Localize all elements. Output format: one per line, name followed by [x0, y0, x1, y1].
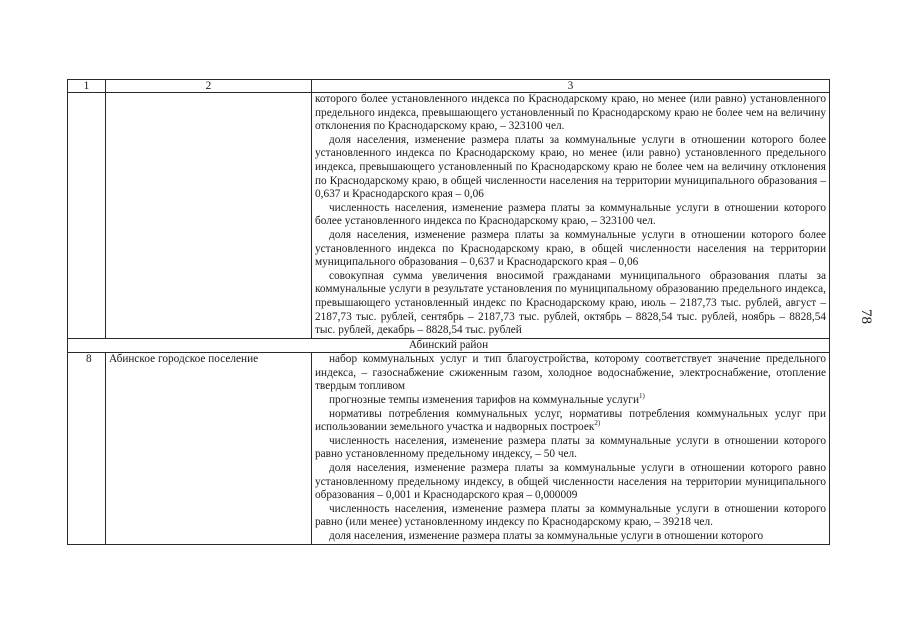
description-cell	[312, 93, 830, 339]
paragraph: численность населения, изменение размера платы за коммунальные услуги в отношении которого более установленного индекса по Краснодарскому краю, – 323100 чел.	[315, 201, 826, 228]
paragraph: доля населения, изменение размера платы за коммунальные услуги в отношении которого более установленного индекса по Краснодарскому краю, в общей численности населения на территории муниципального образования – 0,637 и Краснодарского края – 0,06	[315, 228, 826, 269]
paragraph: набор коммунальных услуг и тип благоустройства, которому соответствует значение предельного индекса, – газоснабжение сжиженным газом, холодное водоснабжение, электроснабжение, отопление твердым топливом	[315, 353, 826, 393]
paragraph: доля населения, изменение размера платы за коммунальные услуги в отношении которого равно установленному предельному индексу, в общей численности населения на территории муниципального образования – 0,001 и Краснодарского края – 0,000009	[315, 462, 826, 502]
district-row	[68, 338, 830, 353]
paragraph	[315, 394, 826, 408]
municipality-cell	[106, 93, 312, 339]
paragraph: численность населения, изменение размера платы за коммунальные услуги в отношении которого равно установленному предельному индексу, – 50 чел.	[315, 434, 826, 461]
paragraph: доля населения, изменение размера платы за коммунальные услуги в отношении которого	[329, 530, 764, 542]
page-number: 78	[858, 309, 874, 324]
table-header-row	[68, 80, 830, 93]
paragraph	[315, 408, 826, 435]
header-col-1: 1	[68, 80, 106, 93]
municipality-name: Абинское городское поселение	[106, 353, 312, 544]
row-number: 8	[68, 353, 106, 544]
district-heading: Абинский район	[68, 338, 830, 353]
paragraph-text: нормативы потребления коммунальных услуг, нормативы потребления коммунальных услуг при использовании земельного участка и надворных построек	[315, 407, 826, 434]
table-row	[68, 353, 830, 544]
header-col-3: 3	[312, 80, 830, 93]
paragraph: которого более установленного индекса по Краснодарскому краю, но менее (или равно) установленного предельного индекса, превышающего установленный по Краснодарскому краю не более чем на величину отклонения по Краснодарскому краю, – 323100 чел.	[315, 93, 826, 133]
row-number-cell	[68, 93, 106, 339]
paragraph: доля населения, изменение размера платы за коммунальные услуги в отношении которого более установленного индекса по Краснодарскому краю, но менее (или равно) установленного предельного индекса, превышающего установленный по Краснодарскому краю не более чем на величину отклонения по Краснодарскому краю, в общей численности населения на территории муниципального образования – 0,637 и Краснодарского края – 0,06	[315, 133, 826, 201]
header-col-2: 2	[106, 80, 312, 93]
document-table	[67, 79, 830, 545]
description-cell	[312, 353, 830, 544]
paragraph: совокупная сумма увеличения вносимой гражданами муниципального образования платы за коммунальные услуги в результате установления по муниципальному образованию предельного индекса, превышающего установленный индекс по Краснодарскому краю, июль – 2187,73 тыс. рублей, август – 2187,73 тыс. рублей, сентябрь – 2187,73 тыс. рублей, октябрь – 8828,54 тыс. рублей, ноябрь – 8828,54 тыс. рублей, декабрь – 8828,54 тыс. рублей	[315, 269, 826, 337]
paragraph-text: прогнозные темпы изменения тарифов на коммунальные услуги	[329, 394, 639, 407]
footnote-ref: 1)	[639, 392, 645, 401]
table-row-continuation	[68, 93, 830, 339]
paragraph: численность населения, изменение размера платы за коммунальные услуги в отношении которого равно (или менее) установленному индексу по Краснодарскому краю, – 39218 чел.	[315, 502, 826, 529]
footnote-ref: 2)	[594, 419, 601, 428]
